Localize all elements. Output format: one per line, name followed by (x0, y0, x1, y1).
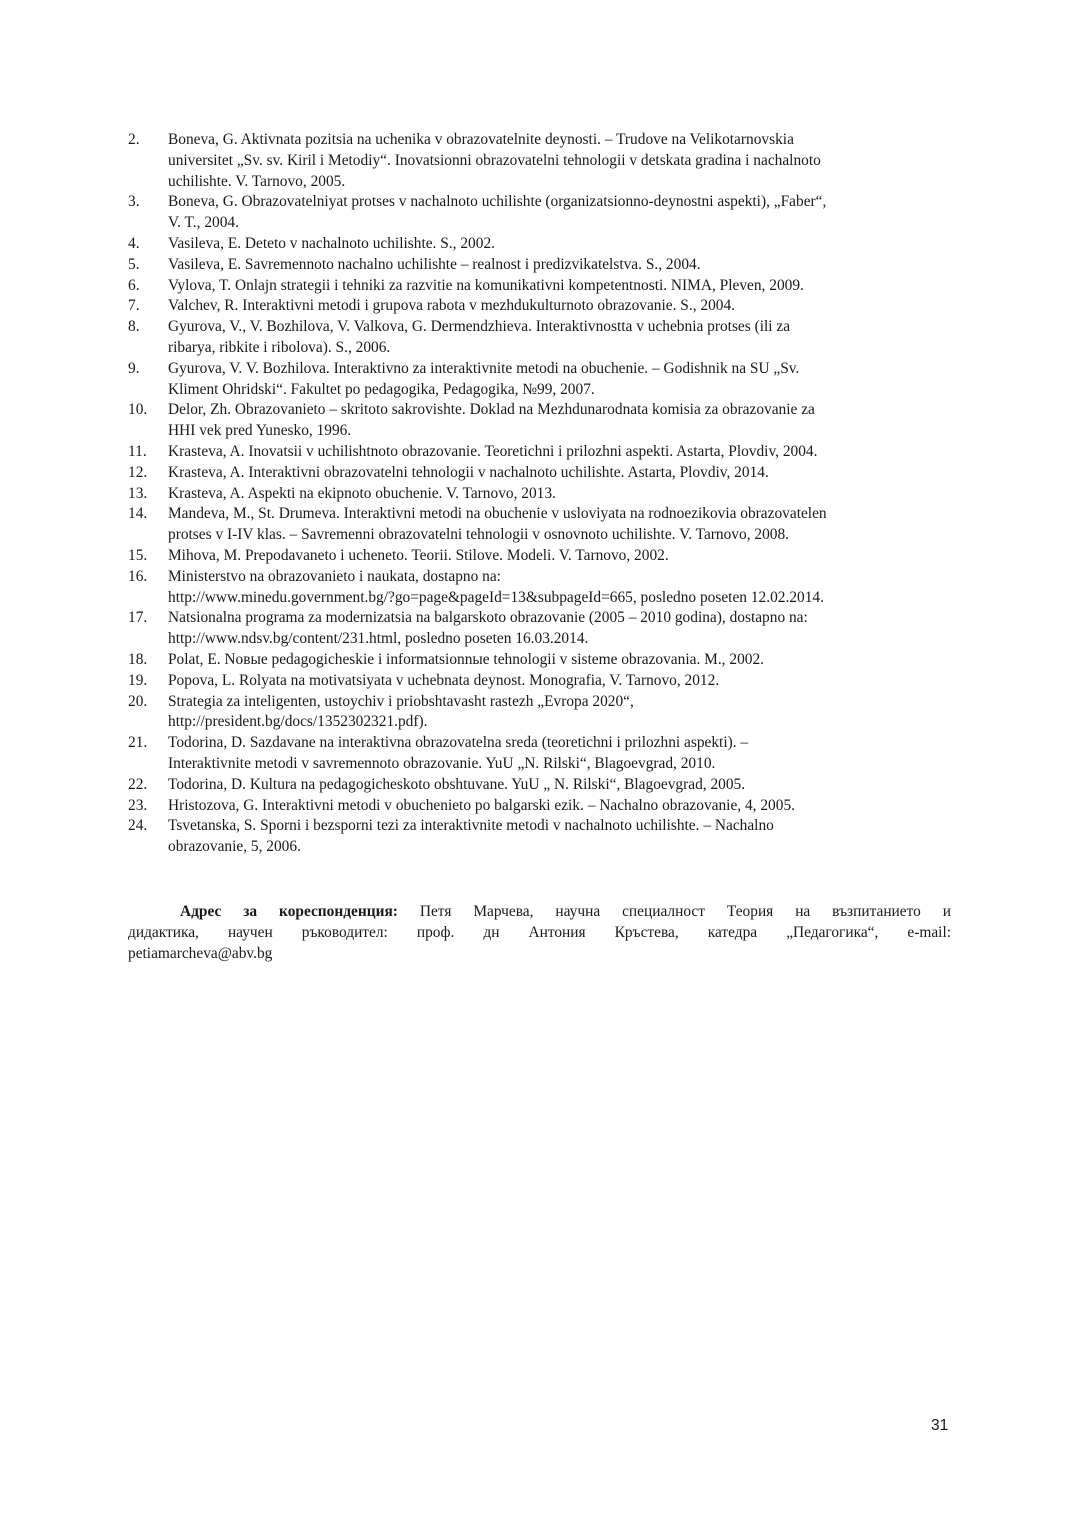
reference-number: 22. (128, 775, 148, 793)
reference-item (128, 317, 958, 359)
reference-line: http://www.minedu.government.bg/?go=page&pageId=13&subpageId=665, posledno poseten 12.02.2014. (168, 588, 824, 606)
reference-text (168, 130, 958, 192)
reference-line: Natsionalna programa za modernizatsia na balgarskoto obrazovanie (2005 – 2010 godina), dostapno na: (168, 609, 808, 627)
reference-item (128, 296, 958, 317)
address-line-2: дидактика, научен ръководител: проф. дн Антония Кръстева, катедра „Педагогика“, e-mail: (128, 923, 951, 941)
reference-line: Vylova, T. Onlajn strategii i tehniki za razvitie na komunikativni kompetentnosti. NIMA, Pleven, 2009. (168, 276, 804, 294)
reference-line: V. T., 2004. (168, 214, 239, 232)
reference-item (128, 463, 958, 484)
reference-number: 11. (128, 442, 147, 460)
reference-text (168, 442, 958, 463)
reference-text (168, 359, 958, 401)
reference-text (168, 192, 958, 234)
reference-item (128, 733, 958, 775)
reference-line: protses v I-IV klas. – Savremenni obrazovatelni tehnologii v osnovnoto uchilishte. V. Tarnovo, 2008. (168, 526, 790, 544)
reference-item (128, 567, 958, 609)
reference-item (128, 816, 958, 858)
reference-item (128, 276, 958, 297)
reference-line: Gyurova, V., V. Bozhilova, V. Valkova, G. Dermendzhieva. Interaktivnostta v uchebnia protses (ili za (168, 318, 791, 336)
reference-number: 24. (128, 817, 148, 835)
reference-item (128, 650, 958, 671)
reference-line: Vasileva, E. Savremennoto nachalno uchilishte – realnost i predizvikatelstva. S., 2004. (168, 255, 701, 273)
address-label: Адрес за кореспонденция: (180, 903, 398, 920)
reference-line: Boneva, G. Aktivnata pozitsia na uchenika v obrazovatelnite deynosti. – Trudove na Velikotarnovskia (168, 131, 794, 148)
reference-line: http://president.bg/docs/1352302321.pdf). (168, 713, 428, 731)
reference-number: 10. (128, 401, 148, 419)
reference-text (168, 775, 958, 796)
reference-item (128, 130, 958, 192)
reference-item (128, 546, 958, 567)
reference-line: Interaktivnite metodi v savremennoto obrazovanie. YuU „N. Rilski“, Blagoevgrad, 2010. (168, 754, 716, 772)
reference-number: 12. (128, 463, 148, 481)
reference-line: HHI vek pred Yunesko, 1996. (168, 422, 352, 440)
address-details: Петя Марчева, научна специалност Теория на възпитанието и (397, 903, 952, 920)
address-email: petiamarcheva@abv.bg (128, 944, 273, 962)
reference-text (168, 296, 958, 317)
reference-text (168, 234, 958, 255)
reference-text (168, 276, 958, 297)
reference-line: uchilishte. V. Tarnovo, 2005. (168, 172, 346, 190)
reference-number: 19. (128, 671, 148, 689)
reference-line: Gyurova, V. V. Bozhilova. Interaktivno za interaktivnite metodi na obuchenie. – Godishnik na SU „Sv. (168, 359, 800, 377)
reference-list (128, 130, 958, 858)
reference-text (168, 567, 958, 609)
reference-line: Krasteva, A. Interaktivni obrazovatelni tehnologii v nachalnoto uchilishte. Astarta, Plovdiv, 2014. (168, 463, 769, 481)
reference-line: Kliment Ohridski“. Fakultet po pedagogika, Pedagogika, №99, 2007. (168, 380, 595, 398)
reference-number: 21. (128, 734, 148, 752)
reference-line: Hristozova, G. Interaktivni metodi v obuchenieto po balgarski ezik. – Nachalno obrazovanie, 4, 2005. (168, 796, 795, 814)
reference-line: Krasteva, A. Inovatsii v uchilishtnoto obrazovanie. Teoretichni i prilozhni aspekti. Astarta, Plovdiv, 2004. (168, 442, 818, 460)
reference-line: obrazovanie, 5, 2006. (168, 838, 301, 856)
reference-line: Strategia za inteligenten, ustoychiv i priobshtavasht rastezh „Evropa 2020“, (168, 692, 634, 710)
reference-number: 7. (128, 297, 140, 315)
reference-number: 18. (128, 650, 148, 668)
reference-item (128, 255, 958, 276)
reference-item (128, 775, 958, 796)
reference-text (168, 463, 958, 484)
reference-text (168, 608, 958, 650)
reference-item (128, 796, 958, 817)
reference-number: 23. (128, 796, 148, 814)
reference-text (168, 546, 958, 567)
reference-number: 6. (128, 276, 140, 294)
reference-number: 8. (128, 318, 140, 336)
reference-line: Boneva, G. Obrazovatelniyat protses v nachalnoto uchilishte (organizatsionno-deynostni aspekti), „Faber“, (168, 193, 827, 211)
correspondence-address (128, 902, 951, 964)
reference-text (168, 796, 958, 817)
reference-item (128, 608, 958, 650)
reference-line: Valchev, R. Interaktivni metodi i grupova rabota v mezhdukulturnoto obrazovanie. S., 2004. (168, 297, 736, 315)
reference-number: 20. (128, 692, 148, 710)
reference-number: 9. (128, 359, 140, 377)
reference-line: Popova, L. Rolyata na motivatsiyata v uchebnata deynost. Monografia, V. Tarnovo, 2012. (168, 671, 720, 689)
reference-item (128, 442, 958, 463)
reference-text (168, 650, 958, 671)
reference-number: 16. (128, 567, 148, 585)
reference-text (168, 484, 958, 505)
reference-item (128, 400, 958, 442)
reference-item (128, 671, 958, 692)
reference-line: Tsvetanska, S. Sporni i bezsporni tezi za interaktivnite metodi v nachalnoto uchilishte. – Nachalno (168, 817, 774, 835)
reference-number: 5. (128, 255, 140, 273)
reference-line: Mihova, M. Prepodavaneto i ucheneto. Teorii. Stilove. Modeli. V. Tarnovo, 2002. (168, 546, 669, 564)
reference-text (168, 692, 958, 734)
reference-item (128, 234, 958, 255)
reference-line: Ministerstvo na obrazovanieto i naukata, dostapno na: (168, 567, 501, 585)
reference-line: Todorina, D. Sazdavane na interaktivna obrazovatelna sreda (teoretichni i prilozhni aspekti). – (168, 734, 749, 752)
reference-text (168, 400, 958, 442)
reference-line: Todorina, D. Kultura na pedagogicheskoto obshtuvane. YuU „ N. Rilski“, Blagoevgrad, 2005. (168, 775, 746, 793)
reference-line: Vasileva, E. Deteto v nachalnoto uchilishte. S., 2002. (168, 234, 495, 252)
reference-number: 3. (128, 193, 140, 211)
reference-number: 2. (128, 131, 140, 148)
reference-item (128, 192, 958, 234)
reference-text (168, 671, 958, 692)
reference-item (128, 359, 958, 401)
reference-text (168, 733, 958, 775)
reference-text (168, 504, 958, 546)
reference-item (128, 504, 958, 546)
reference-number: 14. (128, 505, 148, 523)
reference-number: 4. (128, 234, 140, 252)
reference-line: Krasteva, A. Aspekti na ekipnoto obuchenie. V. Tarnovo, 2013. (168, 484, 556, 502)
reference-line: ribarya, ribkite i ribolova). S., 2006. (168, 338, 391, 356)
reference-item (128, 692, 958, 734)
reference-number: 17. (128, 609, 148, 627)
reference-line: http://www.ndsv.bg/content/231.html, posledno poseten 16.03.2014. (168, 630, 589, 648)
page-number: 31 (931, 1417, 949, 1434)
reference-text (168, 317, 958, 359)
reference-item (128, 484, 958, 505)
address-line-1 (128, 902, 951, 923)
reference-line: Mandeva, M., St. Drumeva. Interaktivni metodi na obuchenie v usloviyata na rodnoezikovia obrazovatelen (168, 505, 827, 523)
reference-line: Polat, E. Noвые pedagogicheskie i informatsionnыe tehnologii v sisteme obrazovania. M., 2002. (168, 650, 764, 668)
reference-number: 15. (128, 546, 148, 564)
reference-number: 13. (128, 484, 148, 502)
reference-line: universitet „Sv. sv. Kiril i Metodiy“. Inovatsionni obrazovatelni tehnologii v detskata gradina i nachalnoto (168, 151, 821, 169)
reference-line: Delor, Zh. Obrazovanieto – skritoto sakrovishte. Doklad na Mezhdunarodnata komisia za obrazovanie za (168, 401, 815, 419)
reference-text (168, 816, 958, 858)
reference-text (168, 255, 958, 276)
